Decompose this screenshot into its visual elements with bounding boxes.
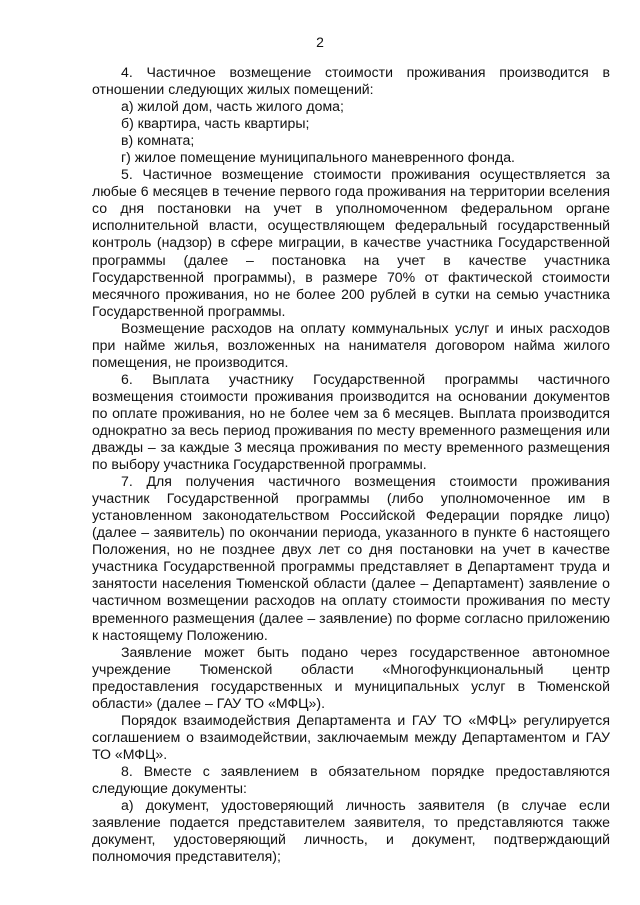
list-item-4c: в) комната; [121, 132, 195, 149]
list-item-4d: г) жилое помещение муниципального маневренного фонда. [121, 149, 515, 166]
page-number: 2 [316, 34, 324, 50]
paragraph-5-note: Возмещение расходов на оплату коммунальных услуг и иных расходов при найме жилья, возложенных на нанимателя договором найма жилого помещения, не производится. [92, 319, 610, 370]
list-item-4b: б) квартира, часть квартиры; [121, 115, 310, 132]
paragraph-7: 7. Для получения частичного возмещения стоимости проживания участник Государственной программы (либо уполномоченное им в установленном законодательством Российской Федерации порядке лицо) (далее – заявитель) по окончании периода, указанного в пункте 6 настоящего Положения, но не позднее двух лет со дня постановки на учет в качестве участника Государственной программы представляет в Департамент труда и занятости населения Тюменской области (далее – Департамент) заявление о частичном возмещении расходов на оплату стоимости проживания по месту временного размещения (далее – заявление) по форме согласно приложению к настоящему Положению. [92, 473, 610, 643]
paragraph-8: 8. Вместе с заявлением в обязательном порядке предоставляются следующие документы: [92, 762, 610, 796]
paragraph-6: 6. Выплата участнику Государственной программы частичного возмещения стоимости проживания производится на основании документов по оплате проживания, но не более чем за 6 месяцев. Выплата производится однократно за весь период проживания по месту временного размещения или дважды – за каждые 3 месяца проживания по месту временного размещения по выбору участника Государственной программы. [92, 370, 610, 473]
document-body [92, 64, 610, 865]
paragraph-7-order: Порядок взаимодействия Департамента и ГАУ ТО «МФЦ» регулируется соглашением о взаимодействии, заключаемым между Департаментом и ГАУ ТО «МФЦ». [92, 711, 610, 762]
paragraph-8a: а) документ, удостоверяющий личность заявителя (в случае если заявление подается представителем заявителя, то представляются также документ, удостоверяющий личность, и документ, подтверждающий полномочия представителя); [92, 797, 610, 865]
paragraph-7-mfc: Заявление может быть подано через государственное автономное учреждение Тюменской области «Многофункциональный центр предоставления государственных и муниципальных услуг в Тюменской области» (далее – ГАУ ТО «МФЦ»). [92, 643, 610, 711]
paragraph-5: 5. Частичное возмещение стоимости проживания осуществляется за любые 6 месяцев в течение первого года проживания на территории вселения со дня постановки на учет в уполномоченном федеральном органе исполнительной власти, осуществляющем федеральный государственный контроль (надзор) в сфере миграции, в качестве участника Государственной программы (далее – постановка на учет в качестве участника Государственной программы), в размере 70% от фактической стоимости месячного проживания, но не более 200 рублей в сутки на семью участника Государственной программы. [92, 166, 610, 319]
paragraph-4-intro: 4. Частичное возмещение стоимости проживания производится в отношении следующих жилых помещений: [92, 64, 610, 98]
list-item-4a: а) жилой дом, часть жилого дома; [121, 98, 344, 115]
